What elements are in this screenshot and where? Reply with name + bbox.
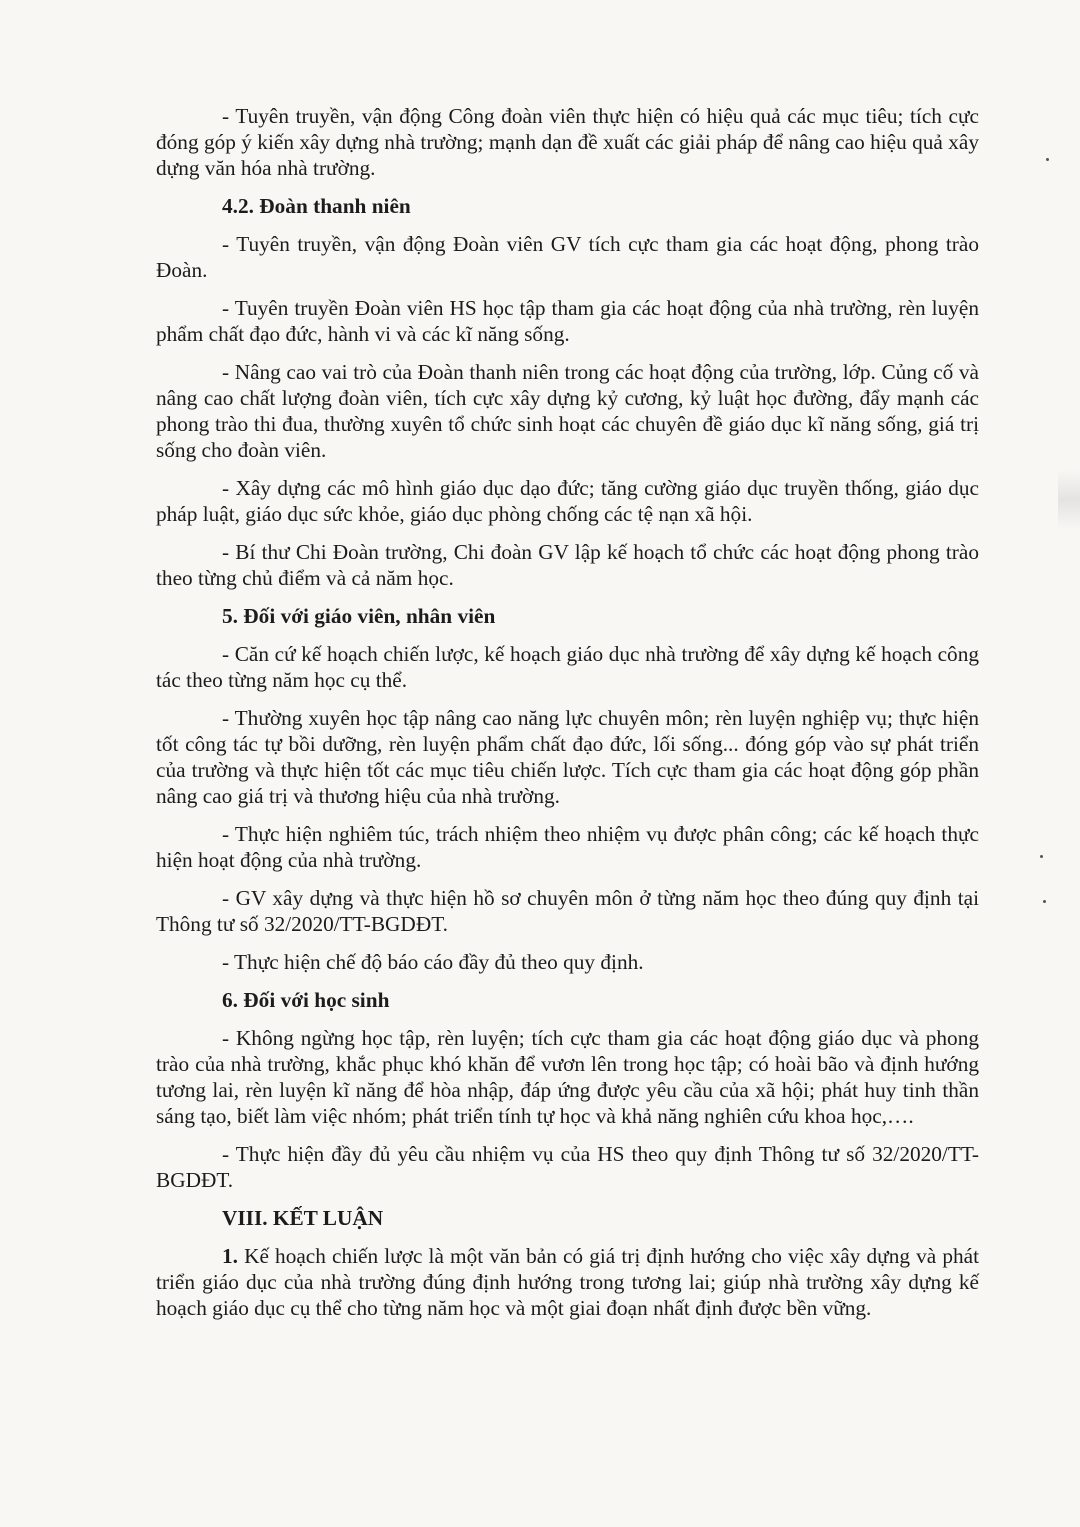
paragraph: - Bí thư Chi Đoàn trường, Chi đoàn GV lập kế hoạch tổ chức các hoạt động phong trào theo từng chủ điểm và cả năm học. bbox=[156, 540, 979, 590]
document-body bbox=[156, 103, 979, 1333]
paragraph: - Nâng cao vai trò của Đoàn thanh niên trong các hoạt động của trường, lớp. Củng cố và nâng cao chất lượng đoàn viên, tích cực xây dựng kỷ cương, kỷ luật học đường, đẩy mạnh các phong trào thi đua, thường xuyên tổ chức sinh hoạt các chuyên đề giáo dục kĩ năng sống, giá trị sống cho đoàn viên. bbox=[156, 360, 979, 462]
section-heading: 4.2. Đoàn thanh niên bbox=[222, 194, 411, 218]
paragraph: - GV xây dựng và thực hiện hồ sơ chuyên môn ở từng năm học theo đúng quy định tại Thông tư số 32/2020/TT-BGDĐT. bbox=[156, 886, 979, 936]
paragraph: - Căn cứ kế hoạch chiến lược, kế hoạch giáo dục nhà trường để xây dựng kế hoạch công tác theo từng năm học cụ thể. bbox=[156, 642, 979, 692]
section-heading: 5. Đối với giáo viên, nhân viên bbox=[222, 604, 496, 628]
paragraph: - Tuyên truyền Đoàn viên HS học tập tham gia các hoạt động của nhà trường, rèn luyện phẩm chất đạo đức, hành vi và các kĩ năng sống. bbox=[156, 296, 979, 346]
scan-speck bbox=[1046, 158, 1049, 161]
paragraph: - Tuyên truyền, vận động Công đoàn viên thực hiện có hiệu quả các mục tiêu; tích cực đóng góp ý kiến xây dựng nhà trường; mạnh dạn đề xuất các giải pháp để nâng cao hiệu quả xây dựng văn hóa nhà trường. bbox=[156, 104, 979, 180]
conclusion-text: Kế hoạch chiến lược là một văn bản có giá trị định hướng cho việc xây dựng và phát triển giáo dục của nhà trường đúng định hướng trong tương lai; giúp nhà trường xây dựng kế hoạch giáo dục cụ thể cho từng năm học và một giai đoạn nhất định được bền vững. bbox=[156, 1244, 979, 1320]
paragraph: - Thường xuyên học tập nâng cao năng lực chuyên môn; rèn luyện nghiệp vụ; thực hiện tốt công tác tự bồi dưỡng, rèn luyện phẩm chất đạo đức, lối sống... đóng góp vào sự phát triển của trường và thực hiện tốt các mục tiêu chiến lược. Tích cực tham gia các hoạt động góp phần nâng cao giá trị và thương hiệu của nhà trường. bbox=[156, 706, 979, 808]
paragraph: - Xây dựng các mô hình giáo dục dạo đức; tăng cường giáo dục truyền thống, giáo dục pháp luật, giáo dục sức khỏe, giáo dục phòng chống các tệ nạn xã hội. bbox=[156, 476, 979, 526]
paragraph: - Thực hiện nghiêm túc, trách nhiệm theo nhiệm vụ được phân công; các kế hoạch thực hiện hoạt động của nhà trường. bbox=[156, 822, 979, 872]
section-heading: VIII. KẾT LUẬN bbox=[222, 1206, 384, 1230]
section-heading: 6. Đối với học sinh bbox=[222, 988, 390, 1012]
conclusion-paragraph bbox=[156, 1243, 979, 1321]
paragraph: - Tuyên truyền, vận động Đoàn viên GV tích cực tham gia các hoạt động, phong trào Đoàn. bbox=[156, 232, 979, 282]
conclusion-number: 1. bbox=[222, 1244, 238, 1268]
scan-edge-artifact bbox=[1058, 470, 1080, 530]
scan-speck bbox=[1040, 855, 1043, 858]
paragraph: - Không ngừng học tập, rèn luyện; tích cực tham gia các hoạt động giáo dục và phong trào của nhà trường, khắc phục khó khăn để vươn lên trong học tập; có hoài bão và định hướng tương lai, rèn luyện kĩ năng để hòa nhập, đáp ứng được yêu cầu của xã hội; phát huy tinh thần sáng tạo, biết làm việc nhóm; phát triển tính tự học và khả năng nghiên cứu khoa học,…. bbox=[156, 1026, 979, 1128]
scan-speck bbox=[1043, 900, 1046, 903]
paragraph: - Thực hiện đầy đủ yêu cầu nhiệm vụ của HS theo quy định Thông tư số 32/2020/TT- BGDĐT. bbox=[156, 1142, 979, 1192]
paragraph: - Thực hiện chế độ báo cáo đầy đủ theo quy định. bbox=[222, 950, 644, 974]
